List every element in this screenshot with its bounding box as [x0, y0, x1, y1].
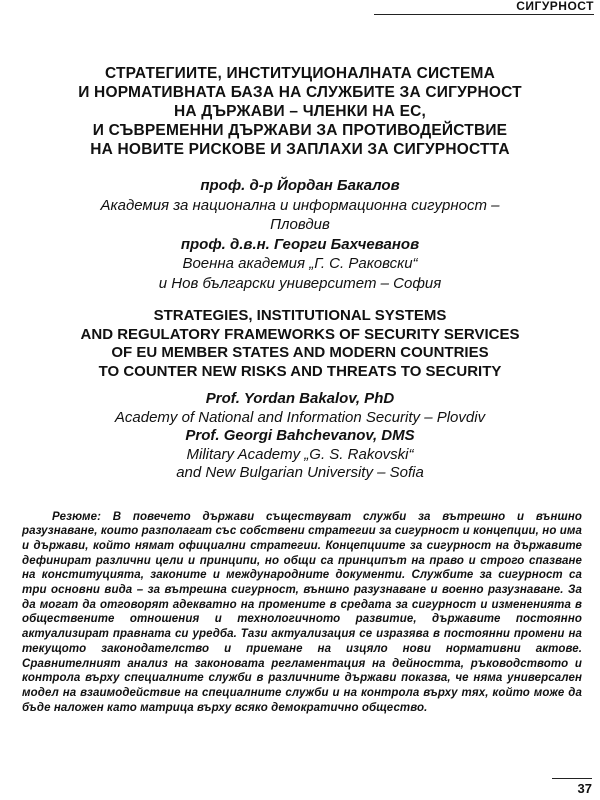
title-bg-line: НА ДЪРЖАВИ – ЧЛЕНКИ НА ЕС,	[173, 103, 427, 120]
author-affiliation: Academy of National and Information Security – Plovdiv	[114, 408, 486, 426]
title-bulgarian	[18, 64, 582, 159]
authors-bulgarian	[10, 176, 590, 293]
abstract-label: Резюме:	[52, 510, 102, 523]
title-en-line: AND REGULATORY FRAMEWORKS OF SECURITY SERVICES	[80, 325, 520, 343]
title-en-line: TO COUNTER NEW RISKS AND THREATS TO SECURITY	[98, 362, 502, 380]
author-name: проф. д-р Йордан Бакалов	[200, 177, 400, 194]
author-affiliation: Military Academy „G. S. Rakovski“	[186, 445, 414, 463]
abstract	[22, 510, 582, 716]
title-bg-line: НА НОВИТЕ РИСКОВЕ И ЗАПЛАХИ ЗА СИГУРНОСТТА	[90, 141, 510, 158]
title-english	[18, 307, 582, 381]
author-affiliation: и Нов български университет – София	[158, 274, 442, 292]
title-en-line: OF EU MEMBER STATES AND MODERN COUNTRIES	[111, 344, 489, 361]
authors-english	[10, 390, 590, 483]
author-affiliation: and New Bulgarian University – Sofia	[176, 464, 424, 481]
author-name: Prof. Georgi Bahchevanov, DMS	[185, 427, 415, 444]
author-affiliation: Академия за национална и информационна сигурност –	[100, 196, 500, 214]
author-affiliation: Пловдив	[270, 216, 330, 233]
author-name: проф. д.в.н. Георги Бахчеванов	[180, 235, 420, 253]
title-bg-line: И СЪВРЕМЕННИ ДЪРЖАВИ ЗА ПРОТИВОДЕЙСТВИЕ	[92, 122, 508, 139]
page-number: 37	[552, 778, 592, 796]
running-head: СИГУРНОСТ	[374, 0, 594, 15]
title-bg-line: И НОРМАТИВНАТА БАЗА НА СЛУЖБИТЕ ЗА СИГУРНОСТ	[78, 84, 522, 101]
title-bg-line: СТРАТЕГИИТЕ, ИНСТИТУЦИОНАЛНАТА СИСТЕМА	[104, 65, 496, 82]
abstract-text: В повечето държави съществуват служби за вътрешно и външно разузнаване, които разполагат със собствени стратегии за сигурност и концепции, но има и държави, който нямат официални стратегии. Концепциите за сигурност на държавите дефинират различни цели и принципи, но общи са принципът на право и строго спазване на конституцията, законите и международните документи. Службите за сигурност са три основни вида – за вътрешна сигурност, външно разузнаване и военно разузнаване. За да могат да отговорят адекватно на промените в средата за сигурност и измененията в обществените отношения и технологичното развитие, държавите постоянно актуализират правната си уредба. Тази актуализация се изразява в постоянни промени на текущото законодателство и приемане на изцяло нови нормативни актове. Сравнителният анализ на законовата регламентация на дейността, ръководството и контрола върху специалните служби в различните държави показва, че няма универсален модел на взаимодействие на специалните служби и на контрола върху тях, който може да бъде наложен като матрица върху всяко демократично общество.	[22, 510, 582, 714]
author-affiliation: Военна академия „Г. С. Раковски“	[182, 255, 418, 272]
title-en-line: STRATEGIES, INSTITUTIONAL SYSTEMS	[153, 307, 447, 324]
author-name: Prof. Yordan Bakalov, PhD	[205, 390, 395, 407]
